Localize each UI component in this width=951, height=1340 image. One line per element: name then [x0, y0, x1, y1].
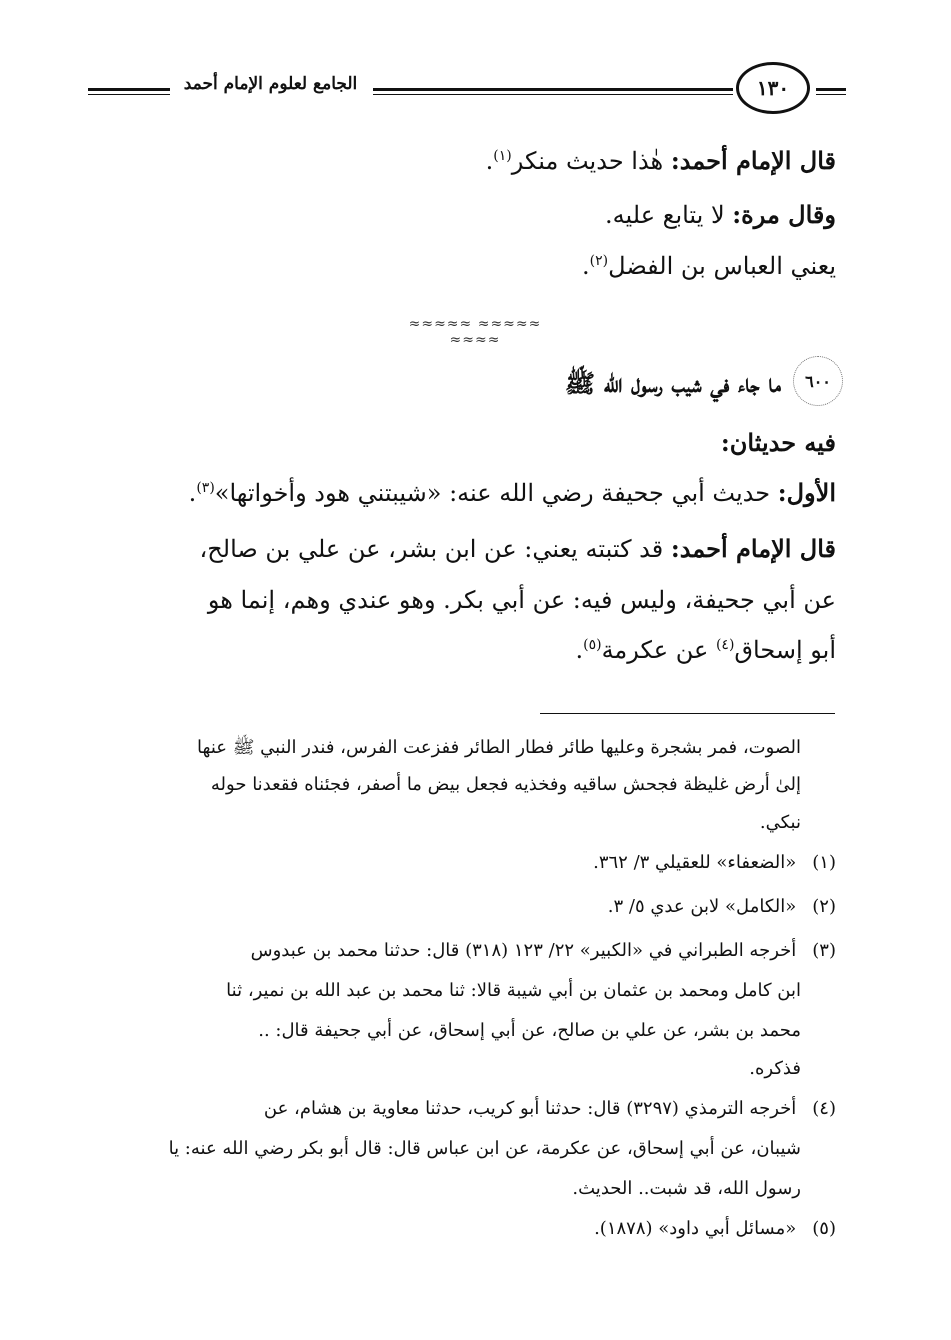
header-rule-left	[88, 88, 170, 95]
paragraph-line-1	[200, 534, 836, 563]
section-number-badge: ٦٠٠	[793, 356, 843, 406]
body-line-3	[582, 252, 836, 280]
punctuation: .	[485, 147, 494, 175]
paragraph-text: أبو إسحاق	[734, 636, 836, 664]
footnote-divider	[540, 713, 835, 714]
footnote-number: (٤)	[812, 1098, 836, 1119]
speaker: قال الإمام أحمد:	[670, 146, 836, 175]
footnote-3-line-3: محمد بن بشر، عن علي بن صالح، عن أبي إسحاق، عن أبي جحيفة قال: ..	[258, 1020, 801, 1041]
footnote-continuation-line-3: نبكي.	[759, 812, 801, 833]
footnote-2	[608, 896, 836, 917]
footnote-number: (١)	[812, 852, 836, 873]
page-number: ١٣٠	[736, 62, 810, 114]
first-hadith-line	[189, 478, 836, 507]
paragraph-text: قد كتبته يعني: عن ابن بشر، عن علي بن صالح،	[199, 535, 671, 563]
footnote-4	[264, 1098, 836, 1119]
ornament-divider: ≈≈≈≈≈ ≈≈≈≈≈ ≈≈≈≈	[408, 316, 542, 348]
intro-line: فيه حديثان:	[720, 428, 836, 457]
footnote-ref: (٥)	[583, 637, 602, 653]
header-rule-middle	[373, 88, 733, 95]
paragraph-line-2: عن أبي جحيفة، وليس فيه: عن أبي بكر. وهو عندي وهم، إنما هو	[207, 586, 836, 614]
speaker: وقال مرة:	[732, 200, 836, 229]
footnote-text: «مسائل أبي داود» (١٨٧٨).	[594, 1218, 797, 1239]
footnote-text: أخرجه الترمذي (٣٢٩٧) قال: حدثنا أبو كريب، حدثنا معاوية بن هشام، عن	[263, 1098, 797, 1119]
hadith-label: الأول:	[777, 478, 836, 507]
footnote-3	[251, 940, 836, 961]
quote-text: لا يتابع عليه.	[605, 201, 733, 229]
footnote-continuation-line-1: الصوت، فمر بشجرة وعليها طائر فطار الطائر ففزعت الفرس، فندر النبي ﷺ عنها	[197, 737, 801, 758]
footnote-number: (٣)	[812, 940, 836, 961]
punctuation: .	[582, 252, 590, 280]
footnote-4-line-2: شيبان، عن أبي إسحاق، عن عكرمة، عن ابن عباس قال: قال أبو بكر رضي الله عنه: يا	[168, 1138, 801, 1159]
page-header	[88, 62, 848, 122]
footnote-ref: (٤)	[715, 637, 735, 653]
header-rule-right	[816, 88, 846, 95]
paragraph-line-3	[575, 636, 836, 664]
footnote-text: «الضعفاء» للعقيلي ٣/ ٣٦٢.	[593, 852, 797, 873]
footnote-1	[593, 852, 836, 873]
speaker: قال الإمام أحمد:	[670, 534, 836, 563]
punctuation: .	[188, 479, 197, 507]
footnote-5	[594, 1218, 836, 1239]
footnote-4-line-3: رسول الله، قد شبت.. الحديث.	[572, 1178, 801, 1199]
footnote-ref: (١)	[493, 148, 512, 164]
quote-text: يعني العباس بن الفضل	[608, 252, 836, 280]
paragraph-text: عن عكرمة	[601, 636, 716, 664]
body-line-1	[486, 146, 836, 175]
footnote-number: (٥)	[812, 1218, 836, 1239]
footnote-text: «الكامل» لابن عدي ٥/ ٣.	[607, 896, 797, 917]
footnote-ref: (٢)	[589, 253, 609, 269]
quote-text: هٰذا حديث منكر	[511, 147, 671, 175]
running-title: الجامع لعلوم الإمام أحمد	[183, 74, 358, 94]
section-title: ما جاء في شيب رسول الله ﷺ	[564, 369, 781, 398]
footnote-text: أخرجه الطبراني في «الكبير» ٢٢/ ١٢٣ (٣١٨) قال: حدثنا محمد بن عبدوس	[250, 940, 797, 961]
punctuation: .	[575, 636, 584, 664]
footnote-3-line-4: فذكره.	[749, 1058, 801, 1079]
hadith-text: حديث أبي جحيفة رضي الله عنه: «شيبتني هود وأخواتها»	[214, 479, 778, 507]
body-line-2	[605, 200, 836, 229]
footnote-continuation-line-2: إلىٰ أرض غليظة فجحش ساقيه وفخذيه فجعل بيض ما أصفر، فجئناه فقعدنا حوله	[210, 774, 801, 795]
footnote-ref: (٣)	[196, 480, 215, 496]
footnote-number: (٢)	[812, 896, 836, 917]
footnote-3-line-2: ابن كامل ومحمد بن عثمان بن أبي شيبة قالا: ثنا محمد بن عبد الله بن نمير، ثنا	[226, 980, 801, 1001]
